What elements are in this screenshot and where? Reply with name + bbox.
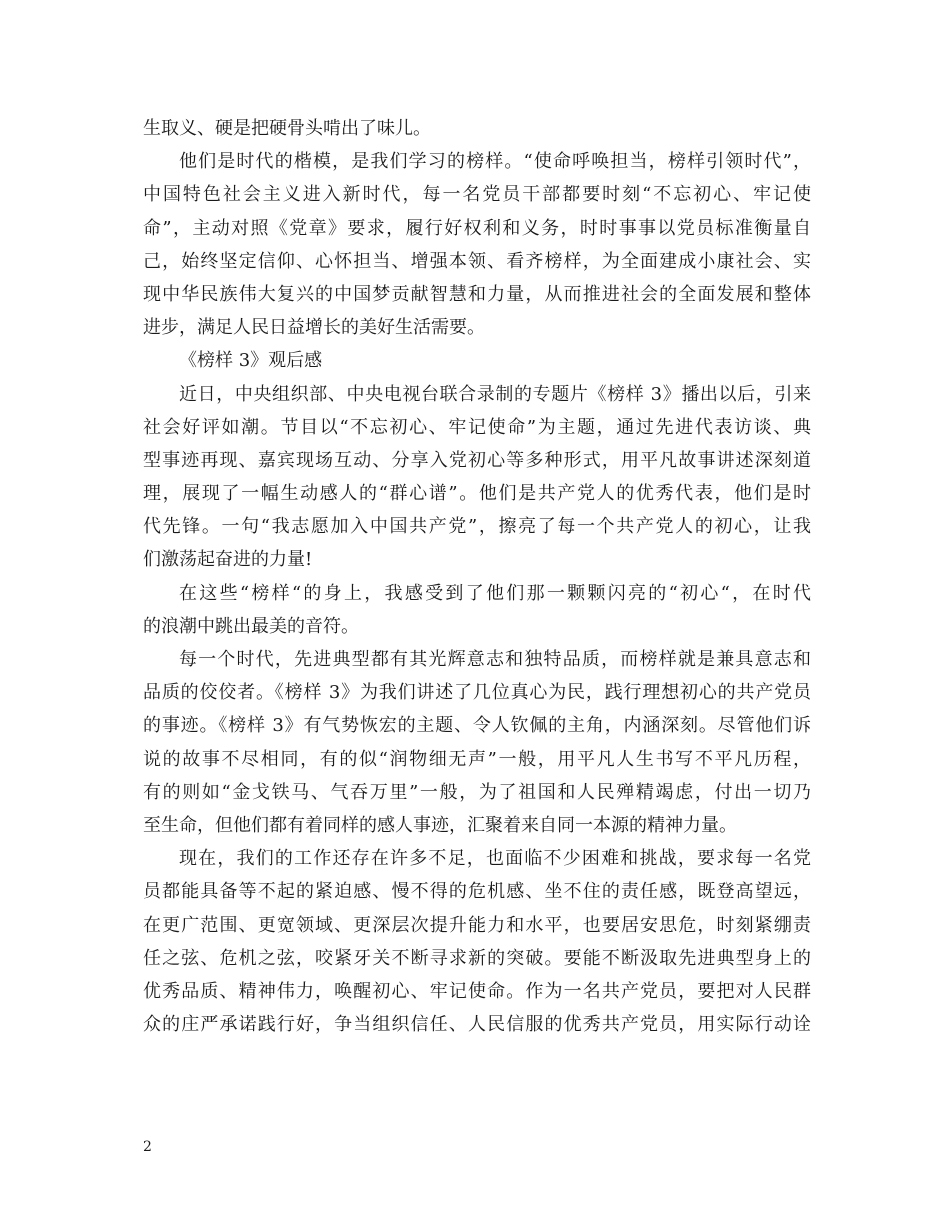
- text-line: 众的庄严承诺践行好，争当组织信任、人民信服的优秀共产党员，用实际行动诠: [143, 1014, 811, 1036]
- text-line: 的事迹。《榜样 3》有气势恢宏的主题、令人钦佩的主角，内涵深刻。尽管他们诉: [143, 715, 811, 737]
- text-line: 型事迹再现、嘉宾现场互动、分享入党初心等多种形式，用平凡故事讲述深刻道: [143, 449, 811, 471]
- text-line: 《榜样 3》观后感: [179, 350, 323, 372]
- text-line: 说的故事不尽相同，有的似“润物细无声”一般，用平凡人生书写不平凡历程，: [143, 748, 811, 770]
- text-line: 现中华民族伟大复兴的中国梦贡献智慧和力量，从而推进社会的全面发展和整体: [143, 283, 811, 305]
- text-line: 在更广范围、更宽领域、更深层次提升能力和水平，也要居安思危，时刻紧绷责: [143, 914, 811, 936]
- text-line: 在这些“榜样“的身上，我感受到了他们那一颗颗闪亮的“初心“，在时代: [179, 582, 811, 604]
- document-body: [143, 112, 811, 1041]
- text-line: 命”，主动对照《党章》要求，履行好权利和义务，时时事事以党员标准衡量自: [143, 217, 811, 239]
- text-line: 己，始终坚定信仰、心怀担当、增强本领、看齐榜样，为全面建成小康社会、实: [143, 250, 811, 272]
- text-line: 现在，我们的工作还存在许多不足，也面临不少困难和挑战，要求每一名党: [179, 848, 811, 870]
- text-line: 他们是时代的楷模，是我们学习的榜样。“使命呼唤担当，榜样引领时代”，: [179, 151, 811, 173]
- text-line: 至生命，但他们都有着同样的感人事迹，汇聚着来自同一本源的精神力量。: [143, 814, 737, 836]
- text-line: 有的则如“金戈铁马、气吞万里”一般，为了祖国和人民殚精竭虑，付出一切乃: [143, 781, 811, 803]
- text-line: 们激荡起奋进的力量!: [143, 549, 313, 571]
- text-line: 生取义、硬是把硬骨头啃出了味儿。: [143, 118, 431, 139]
- text-line: 品质的佼佼者。《榜样 3》为我们讲述了几位真心为民，践行理想初心的共产党员: [143, 682, 811, 704]
- text-line: 理，展现了一幅生动感人的“群心谱”。他们是共产党人的优秀代表，他们是时: [143, 483, 811, 505]
- text-line: 代先锋。一句“我志愿加入中国共产党”，擦亮了每一个共产党人的初心，让我: [143, 516, 811, 538]
- text-line: 进步，满足人民日益增长的美好生活需要。: [143, 317, 485, 339]
- text-line: 每一个时代，先进典型都有其光辉意志和独特品质，而榜样就是兼具意志和: [179, 649, 811, 670]
- text-line: 社会好评如潮。节目以“不忘初心、牢记使命”为主题，通过先进代表访谈、典: [143, 416, 811, 438]
- text-line: 员都能具备等不起的紧迫感、慢不得的危机感、坐不住的责任感，既登高望远，: [143, 881, 811, 903]
- text-line: 优秀品质、精神伟力，唤醒初心、牢记使命。作为一名共产党员，要把对人民群: [143, 980, 811, 1002]
- text-line: 中国特色社会主义进入新时代，每一名党员干部都要时刻“不忘初心、牢记使: [143, 184, 811, 206]
- text-line: 近日，中央组织部、中央电视台联合录制的专题片《榜样 3》播出以后，引来: [179, 383, 811, 405]
- text-line: 的浪潮中跳出最美的音符。: [143, 615, 359, 637]
- text-line: 任之弦、危机之弦，咬紧牙关不断寻求新的突破。要能不断汲取先进典型身上的: [143, 947, 811, 969]
- page-number: 2: [143, 1139, 152, 1155]
